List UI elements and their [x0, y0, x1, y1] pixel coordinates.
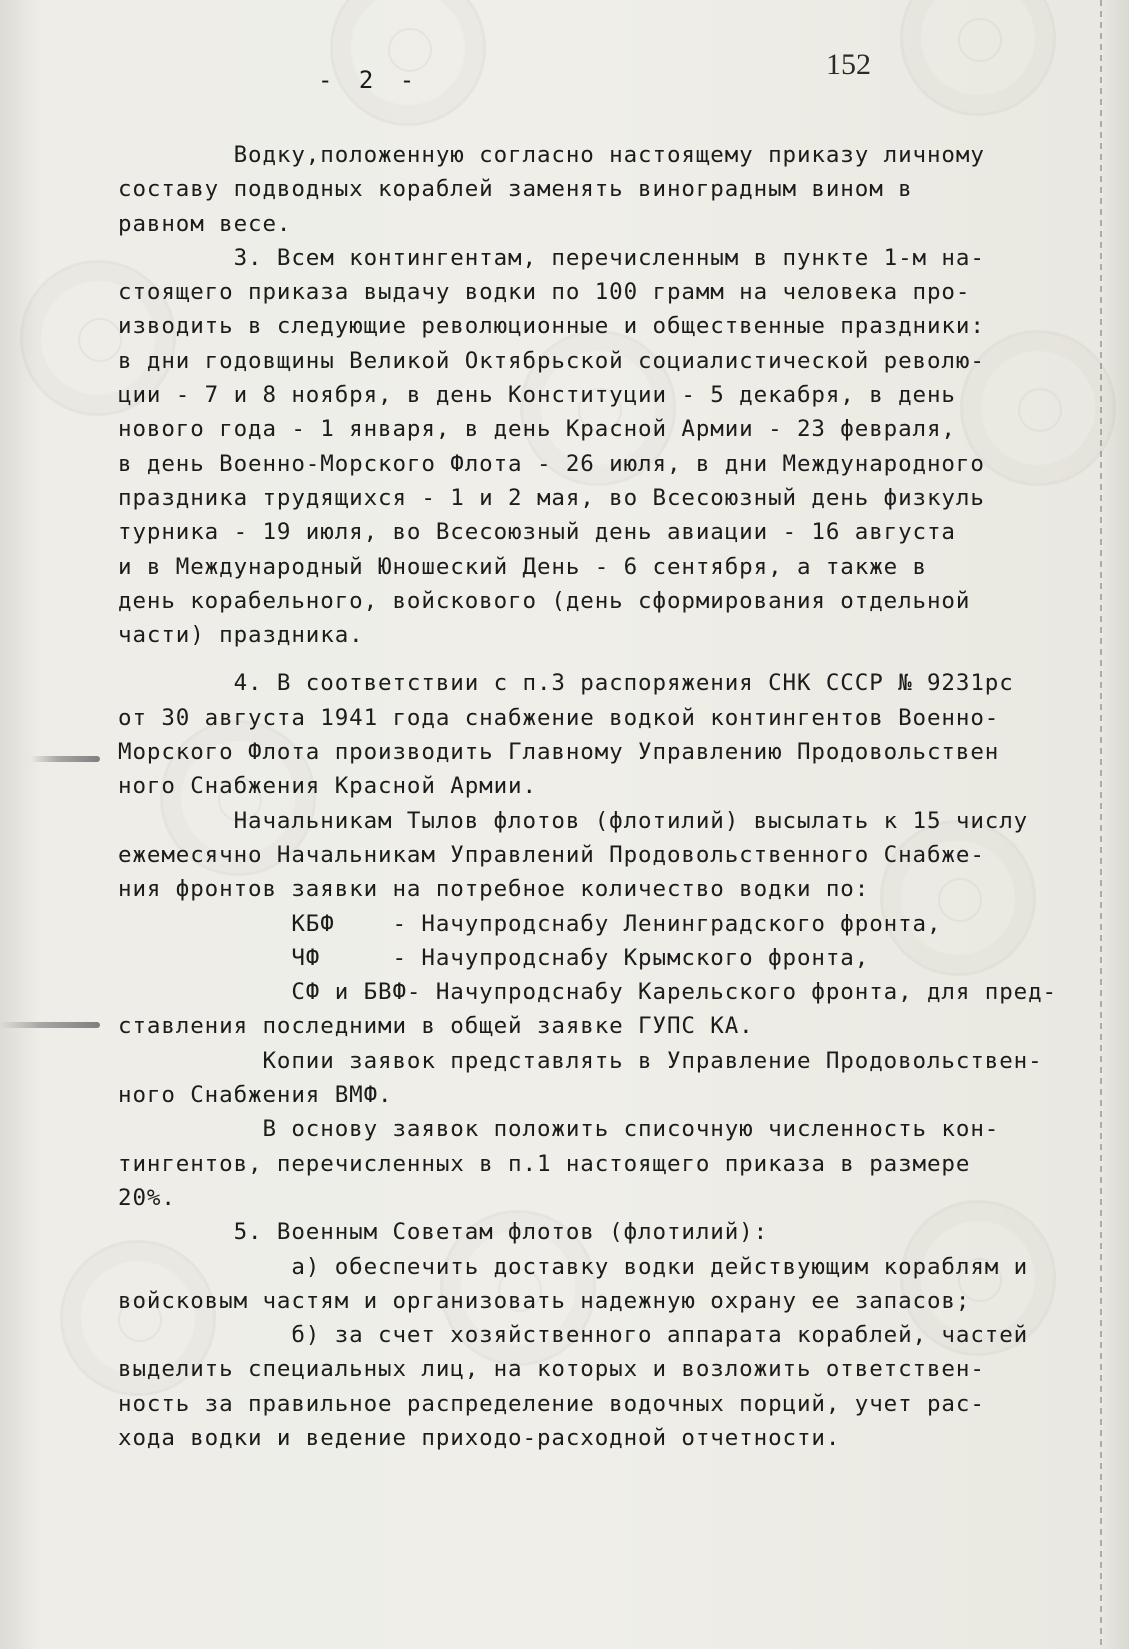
text-line: турника - 19 июля, во Всесоюзный день авиации - 16 августа: [118, 519, 956, 546]
text-line: в день Военно-Морского Флота - 26 июля, в дни Международного: [118, 450, 985, 477]
watermark-emblem: [900, 0, 1056, 116]
text-line: Копии заявок представлять в Управление Продовольствен-: [118, 1047, 1043, 1074]
text-line: 3. Всем контингентам, перечисленным в пункте 1-м на-: [118, 244, 985, 271]
text-line: хода водки и ведение приходо-расходной отчетности.: [118, 1424, 841, 1451]
text-line: ного Снабжения Красной Армии.: [118, 773, 537, 800]
text-line: и в Международный Юношеский День - 6 сентября, а также в: [118, 553, 927, 580]
text-line: ставления последними в общей заявке ГУПС КА.: [118, 1013, 754, 1040]
text-line: 20%.: [118, 1184, 176, 1211]
document-body: [118, 138, 1098, 1455]
page-marker: - 2 -: [318, 66, 421, 94]
page-edge-mark: [1100, 0, 1102, 1649]
binding-thread: [0, 1022, 100, 1028]
text-line: от 30 августа 1941 года снабжение водкой контингентов Военно-: [118, 704, 1000, 731]
binding-thread: [30, 756, 100, 762]
watermark-emblem: [330, 0, 486, 126]
text-line: войсковым частям и организовать надежную охрану ее запасов;: [118, 1287, 971, 1314]
text-line: а) обеспечить доставку водки действующим кораблям и: [118, 1253, 1029, 1280]
text-line: ния фронтов заявки на потребное количество водки по:: [118, 876, 870, 903]
text-line: ного Снабжения ВМФ.: [118, 1082, 393, 1109]
text-line: 5. Военным Советам флотов (флотилий):: [118, 1219, 769, 1246]
text-line: б) за счет хозяйственного аппарата кораблей, частей: [118, 1322, 1029, 1349]
text-line: ность за правильное распределение водочных порций, учет рас-: [118, 1390, 985, 1417]
text-line: Водку,положенную согласно настоящему приказу личному: [118, 142, 985, 168]
text-line: праздника трудящихся - 1 и 2 мая, во Всесоюзный день физкуль: [118, 484, 985, 511]
text-line: ции - 7 и 8 ноября, в день Конституции - 5 декабря, в день: [118, 382, 956, 409]
text-line: части) праздника.: [118, 622, 364, 649]
text-line: тингентов, перечисленных в п.1 настоящего приказа в размере: [118, 1150, 971, 1177]
archive-number: 152: [826, 48, 871, 81]
text-line: Начальникам Тылов флотов (флотилий) высылать к 15 числу: [118, 807, 1029, 834]
text-line: выделить специальных лиц, на которых и возложить ответствен-: [118, 1356, 985, 1383]
paragraph-gap: [118, 652, 1098, 666]
text-line: КБФ - Начупродснабу Ленинградского фронта,: [118, 910, 942, 937]
text-line: ежемесячно Начальникам Управлений Продовольственного Снабже-: [118, 841, 985, 868]
text-line: Морского Флота производить Главному Управлению Продовольствен: [118, 739, 1000, 766]
text-line: составу подводных кораблей заменять виноградным вином в: [118, 176, 913, 203]
text-line: СФ и БВФ- Начупродснабу Карельского фронта, для пред-: [118, 979, 1057, 1006]
text-line: изводить в следующие революционные и общественные праздники:: [118, 313, 985, 340]
text-line: В основу заявок положить списочную численность кон-: [118, 1116, 1000, 1143]
text-line: 4. В соответствии с п.3 распоряжения СНК СССР № 9231рс: [118, 670, 1014, 697]
text-line: равном весе.: [118, 210, 292, 237]
text-line: ЧФ - Начупродснабу Крымского фронта,: [118, 944, 870, 971]
text-line: день корабельного, войскового (день сформирования отдельной: [118, 587, 971, 614]
text-line: в дни годовщины Великой Октябрьской социалистической револю-: [118, 347, 985, 374]
text-line: нового года - 1 января, в день Красной Армии - 23 февраля,: [118, 416, 956, 443]
text-line: стоящего приказа выдачу водки по 100 грамм на человека про-: [118, 279, 971, 306]
